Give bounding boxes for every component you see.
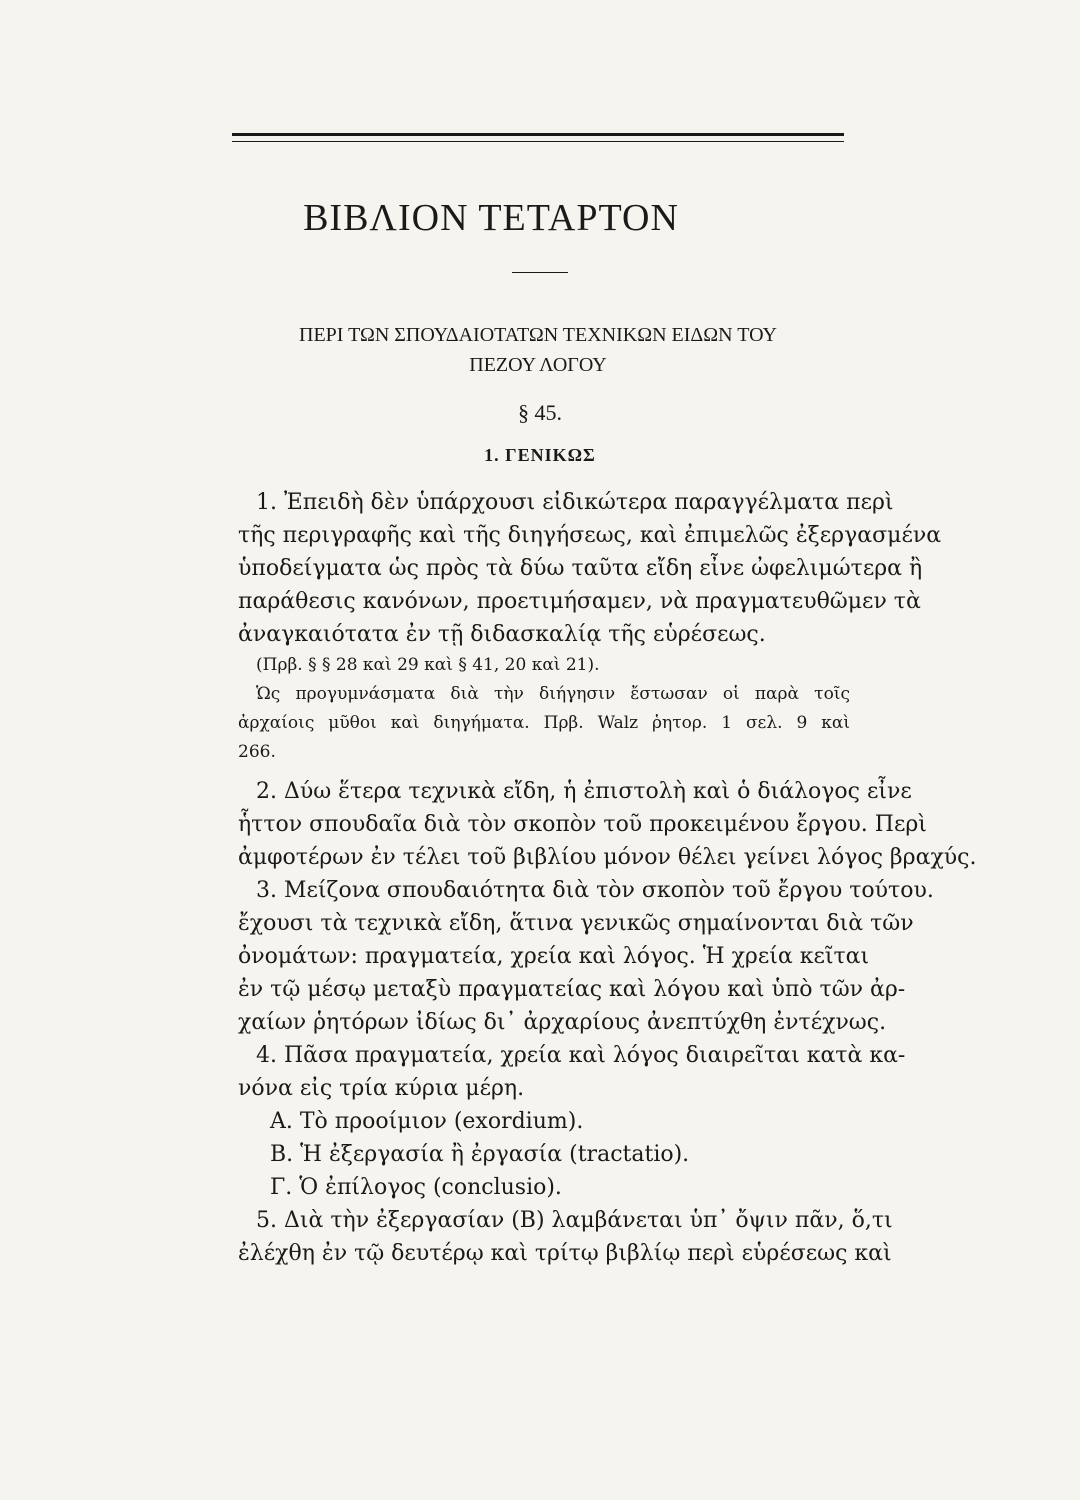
p1-line: 1. Ἐπειδὴ δὲν ὑπάρχουσι εἰδικώτερα παραγγέλματα περὶ xyxy=(256,490,894,515)
top-thin-rule xyxy=(232,141,844,142)
body-text xyxy=(238,486,977,1270)
section-mark: § 45. xyxy=(518,400,562,425)
p1-line: τῆς περιγραφῆς καὶ τῆς διηγήσεως, καὶ ἐπιμελῶς ἐξεργασμένα xyxy=(238,523,942,548)
note-line: Ὡς προγυμνάσματα διὰ τὴν διήγησιν ἔστωσαν οἱ παρὰ τοῖς xyxy=(256,684,850,704)
list-item: Β. Ἡ ἐξεργασία ἢ ἐργασία (tractatio). xyxy=(270,1142,690,1167)
p5-line: 5. Διὰ τὴν ἐξεργασίαν (Β) λαμβάνεται ὑπ᾽ ὄψιν πᾶν, ὅ,τι xyxy=(256,1208,893,1233)
p3-line: ἐν τῷ μέσῳ μεταξὺ πραγματείας καὶ λόγου καὶ ὑπὸ τῶν ἀρ- xyxy=(238,977,906,1002)
list-item: Γ. Ὁ ἐπίλογος (conclusio). xyxy=(270,1175,562,1200)
p2-line: 2. Δύω ἕτερα τεχνικὰ εἴδη, ἡ ἐπιστολὴ καὶ ὁ διάλογος εἶνε xyxy=(256,779,912,804)
note-line: 266. xyxy=(238,742,276,762)
p1-line: ἀναγκαιότατα ἐν τῇ διδασκαλίᾳ τῆς εὑρέσεως. xyxy=(238,622,766,647)
section-heading: 1. ΓΕΝΙΚΩΣ xyxy=(484,445,596,465)
list-item: Α. Τὸ προοίμιον (exordium). xyxy=(270,1109,584,1134)
p1-line: παράθεσις κανόνων, προετιμήσαμεν, νὰ πραγματευθῶμεν τὰ xyxy=(238,589,921,614)
p3-line: ὀνομάτων: πραγματεία, χρεία καὶ λόγος. Ἡ χρεία κεῖται xyxy=(238,944,870,969)
subtitle xyxy=(232,320,844,380)
top-thick-rule xyxy=(232,133,844,136)
p1-line: ὑποδείγματα ὡς πρὸς τὰ δύω ταῦτα εἴδη εἶνε ὠφελιμώτερα ἢ xyxy=(238,556,923,581)
p4-line: 4. Πᾶσα πραγματεία, χρεία καὶ λόγος διαιρεῖται κατὰ κα- xyxy=(256,1043,906,1068)
p3-line: 3. Μείζονα σπουδαιότητα διὰ τὸν σκοπὸν τοῦ ἔργου τούτου. xyxy=(256,878,934,903)
note-line: ἀρχαίοις μῦθοι καὶ διηγήματα. Πρβ. Walz ῥητορ. 1 σελ. 9 καὶ xyxy=(238,713,850,733)
p3-line: ἔχουσι τὰ τεχνικὰ εἴδη, ἅτινα γενικῶς σημαίνονται διὰ τῶν xyxy=(238,911,914,936)
p4-line: νόνα εἰς τρία κύρια μέρη. xyxy=(238,1076,525,1101)
p3-line: χαίων ῥητόρων ἰδίως δι᾽ ἀρχαρίους ἀνεπτύχθη ἐντέχνως. xyxy=(238,1010,887,1035)
subtitle-line-1: ΠΕΡΙ ΤΩΝ ΣΠΟΥΔΑΙΟΤΑΤΩΝ ΤΕΧΝΙΚΩΝ ΕΙΔΩΝ ΤΟΥ xyxy=(299,324,777,346)
p2-line: ἧττον σπουδαῖα διὰ τὸν σκοπὸν τοῦ προκειμένου ἔργου. Περὶ xyxy=(238,812,927,837)
note-reference: (Πρβ. § § 28 καὶ 29 καὶ § 41, 20 καὶ 21). xyxy=(256,655,600,675)
subtitle-line-2: ΠΕΖΟΥ ΛΟΓΟΥ xyxy=(469,354,607,376)
p5-line: ἐλέχθη ἐν τῷ δευτέρῳ καὶ τρίτῳ βιβλίῳ περὶ εὑρέσεως καὶ xyxy=(238,1241,892,1266)
p2-line: ἀμφοτέρων ἐν τέλει τοῦ βιβλίου μόνον θέλει γείνει λόγος βραχύς. xyxy=(238,845,977,870)
title-divider xyxy=(512,272,568,273)
book-title: ΒΙΒΛΙΟΝ ΤΕΤΑΡΤΟΝ xyxy=(303,197,679,239)
